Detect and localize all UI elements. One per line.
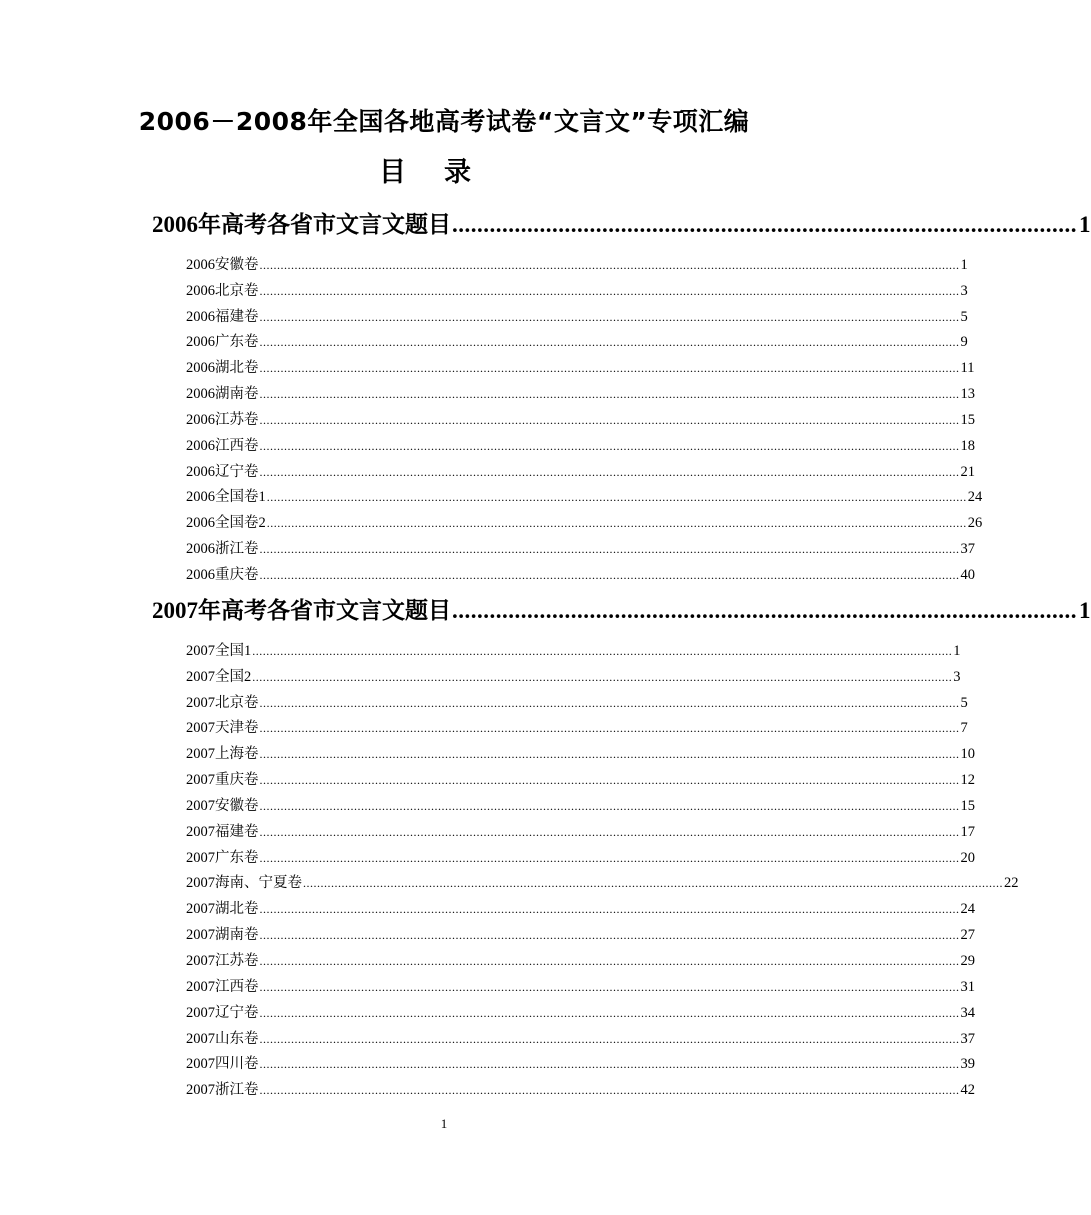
dot-leader: ........................................................................................................................................................................................................ <box>266 490 967 505</box>
toc-entry-page: 37 <box>960 1030 975 1047</box>
toc-entry-label: 2006江苏卷 <box>186 411 259 428</box>
document-title: 2006－2008年全国各地高考试卷“文言文”专项汇编 <box>138 107 750 136</box>
dot-leader: ........................................................................................................................................................................................................ <box>259 1083 960 1098</box>
toc-entry-page: 15 <box>960 411 975 428</box>
dot-leader: ........................................................................................................................................................................................................ <box>259 438 960 453</box>
dot-leader: ........................................................................................................................................................................................................ <box>259 387 960 402</box>
toc-entry[interactable] <box>186 841 975 867</box>
toc-entry-label: 2007江苏卷 <box>186 952 259 969</box>
dot-leader: ........................................................................................................................................................................................................ <box>259 928 960 943</box>
toc-entry[interactable] <box>186 634 961 660</box>
toc-entry-page: 3 <box>953 668 961 685</box>
toc-entry-label: 2006辽宁卷 <box>186 463 259 480</box>
toc-heading: 目录 <box>379 157 509 188</box>
toc-entry-label: 2006全国卷1 <box>186 489 266 506</box>
toc-entry[interactable] <box>186 660 961 686</box>
toc-entry-page: 5 <box>960 694 968 711</box>
toc-entry-label: 2007福建卷 <box>186 823 259 840</box>
dot-leader: ........................................................................................................................................................................................................ <box>259 953 960 968</box>
toc-entry-label: 2007安徽卷 <box>186 797 259 814</box>
toc-entry-page: 18 <box>960 437 975 454</box>
toc-entry-label: 2006福建卷 <box>186 308 259 325</box>
toc-entry-page: 11 <box>960 360 975 377</box>
toc-entry[interactable] <box>186 274 968 300</box>
toc-entry[interactable] <box>186 1048 975 1074</box>
toc-entry[interactable] <box>186 892 975 918</box>
dot-leader: ........................................................................................................................................................................................................ <box>259 1031 960 1046</box>
toc-entry-page: 26 <box>967 515 983 532</box>
toc-entry-label: 2006江西卷 <box>186 437 259 454</box>
toc-entry[interactable] <box>186 532 975 558</box>
toc-entry[interactable] <box>186 403 975 429</box>
toc-entry[interactable] <box>186 789 975 815</box>
toc-section-page: 1 <box>1079 212 1091 237</box>
toc-section-page: 1 <box>1079 598 1091 623</box>
toc-entry[interactable] <box>186 686 968 712</box>
page-number: 1 <box>440 1116 448 1131</box>
dot-leader: ........................................................................................................................................................................................................ <box>259 464 960 479</box>
dot-leader: ........................................................................................................................................................................................................ <box>259 412 960 427</box>
dot-leader: ........................................................................................................................................................................................................ <box>259 695 960 710</box>
toc-entry-label: 2007全国1 <box>186 642 252 659</box>
toc-entry-label: 2006湖南卷 <box>186 386 259 403</box>
toc-section-label: 2007年高考各省市文言文题目 <box>152 598 451 623</box>
toc-entry-label: 2006湖北卷 <box>186 360 259 377</box>
toc-entry-page: 27 <box>960 927 975 944</box>
toc-entry-label: 2006安徽卷 <box>186 256 259 273</box>
dot-leader: ........................................................................................................................................................................................................ <box>252 669 953 684</box>
toc-entry[interactable] <box>186 1022 975 1048</box>
dot-leader: ........................................................................................................................................................................................................ <box>259 283 960 298</box>
dot-leader: ........................................................................................................................................................................................................ <box>259 798 960 813</box>
dot-leader: ........................................................................................................................................................................................................ <box>259 721 960 736</box>
toc-entry-page: 24 <box>960 901 975 918</box>
toc-entry-page: 37 <box>960 541 975 558</box>
toc-entry[interactable] <box>186 300 968 326</box>
toc-entry-label: 2007浙江卷 <box>186 1082 259 1099</box>
dot-leader: ........................................................................................................................................................................................................ <box>259 257 960 272</box>
toc-entry[interactable] <box>186 970 975 996</box>
dot-leader: ........................................................................................................................................................................................................ <box>259 361 960 376</box>
toc-entry-page: 13 <box>960 386 975 403</box>
toc-entry-page: 20 <box>960 849 975 866</box>
toc-entry-page: 1 <box>960 256 968 273</box>
toc-entry-page: 31 <box>960 978 975 995</box>
toc-entry[interactable] <box>186 351 975 377</box>
toc-entry[interactable] <box>186 429 975 455</box>
dot-leader: ........................................................................................................................................................................................................ <box>259 850 960 865</box>
dot-leader: ........................................................................................................................................................................................................ <box>259 567 960 582</box>
dot-leader: ........................................................................................................................................................................................................ <box>259 747 960 762</box>
toc-entry[interactable] <box>186 326 968 352</box>
toc-entry-label: 2007辽宁卷 <box>186 1004 259 1021</box>
dot-leader: ........................................................................................................................................................................................................ <box>259 979 960 994</box>
dot-leader: ........................................................................................................................................................................................................ <box>259 902 960 917</box>
dot-leader: .................................................................................................... <box>452 212 1077 237</box>
toc-entry-label: 2007江西卷 <box>186 978 259 995</box>
toc-entry-page: 5 <box>960 308 968 325</box>
toc-entry-page: 40 <box>960 566 975 583</box>
dot-leader: ........................................................................................................................................................................................................ <box>303 876 1003 891</box>
toc-entry-page: 15 <box>960 797 975 814</box>
toc-entry[interactable] <box>186 481 983 507</box>
toc-entry[interactable] <box>186 712 968 738</box>
toc-entry-page: 34 <box>960 1004 975 1021</box>
dot-leader: ........................................................................................................................................................................................................ <box>259 542 960 557</box>
toc-entry[interactable] <box>186 248 968 274</box>
toc-entry-list <box>186 248 983 584</box>
dot-leader: .................................................................................................... <box>452 598 1077 623</box>
toc-entry-label: 2006广东卷 <box>186 334 259 351</box>
toc-entry-page: 9 <box>960 334 968 351</box>
toc-entry-label: 2006重庆卷 <box>186 566 259 583</box>
toc-entry-label: 2007四川卷 <box>186 1056 259 1073</box>
toc-entry-label: 2007湖南卷 <box>186 927 259 944</box>
dot-leader: ........................................................................................................................................................................................................ <box>259 335 960 350</box>
toc-entry-page: 1 <box>953 642 961 659</box>
dot-leader: ........................................................................................................................................................................................................ <box>252 643 953 658</box>
dot-leader: ........................................................................................................................................................................................................ <box>259 1005 960 1020</box>
toc-entry-page: 12 <box>960 772 975 789</box>
toc-entry[interactable] <box>186 763 975 789</box>
toc-entry-label: 2006北京卷 <box>186 282 259 299</box>
dot-leader: ........................................................................................................................................................................................................ <box>259 773 960 788</box>
toc-section-heading[interactable] <box>152 590 1091 626</box>
toc-section-label: 2006年高考各省市文言文题目 <box>152 212 451 237</box>
toc-entry-page: 22 <box>1004 875 1019 892</box>
toc-entry[interactable] <box>186 815 975 841</box>
toc-entry-list <box>186 634 1019 1099</box>
toc-entry-label: 2007全国2 <box>186 668 252 685</box>
toc-entry-page: 29 <box>960 952 975 969</box>
toc-entry[interactable] <box>186 944 975 970</box>
toc-entry-label: 2006浙江卷 <box>186 541 259 558</box>
toc-entry-page: 42 <box>960 1082 975 1099</box>
toc-entry-label: 2007湖北卷 <box>186 901 259 918</box>
toc-entry-label: 2007广东卷 <box>186 849 259 866</box>
toc-entry[interactable] <box>186 1073 975 1099</box>
toc-entry-label: 2007山东卷 <box>186 1030 259 1047</box>
toc-entry-label: 2007上海卷 <box>186 746 259 763</box>
toc-entry[interactable] <box>186 867 1019 893</box>
dot-leader: ........................................................................................................................................................................................................ <box>266 516 967 531</box>
toc-entry-page: 10 <box>960 746 975 763</box>
dot-leader: ........................................................................................................................................................................................................ <box>259 1057 960 1072</box>
toc-entry-label: 2006全国卷2 <box>186 515 266 532</box>
toc-entry[interactable] <box>186 558 975 584</box>
toc-entry-label: 2007海南、宁夏卷 <box>186 875 302 892</box>
toc-entry-page: 39 <box>960 1056 975 1073</box>
toc-entry[interactable] <box>186 455 975 481</box>
toc-section-heading[interactable] <box>152 204 1091 240</box>
toc-entry[interactable] <box>186 918 975 944</box>
dot-leader: ........................................................................................................................................................................................................ <box>259 309 960 324</box>
toc-entry-page: 7 <box>960 720 968 737</box>
toc-entry[interactable] <box>186 737 975 763</box>
dot-leader: ........................................................................................................................................................................................................ <box>259 824 960 839</box>
toc-entry-page: 24 <box>967 489 983 506</box>
toc-entry[interactable] <box>186 506 983 532</box>
toc-entry-page: 17 <box>960 823 975 840</box>
toc-entry-page: 21 <box>960 463 975 480</box>
toc-entry-page: 3 <box>960 282 968 299</box>
toc-entry-label: 2007天津卷 <box>186 720 259 737</box>
toc-entry-label: 2007北京卷 <box>186 694 259 711</box>
toc-entry[interactable] <box>186 377 975 403</box>
toc-entry[interactable] <box>186 996 975 1022</box>
toc-entry-label: 2007重庆卷 <box>186 772 259 789</box>
